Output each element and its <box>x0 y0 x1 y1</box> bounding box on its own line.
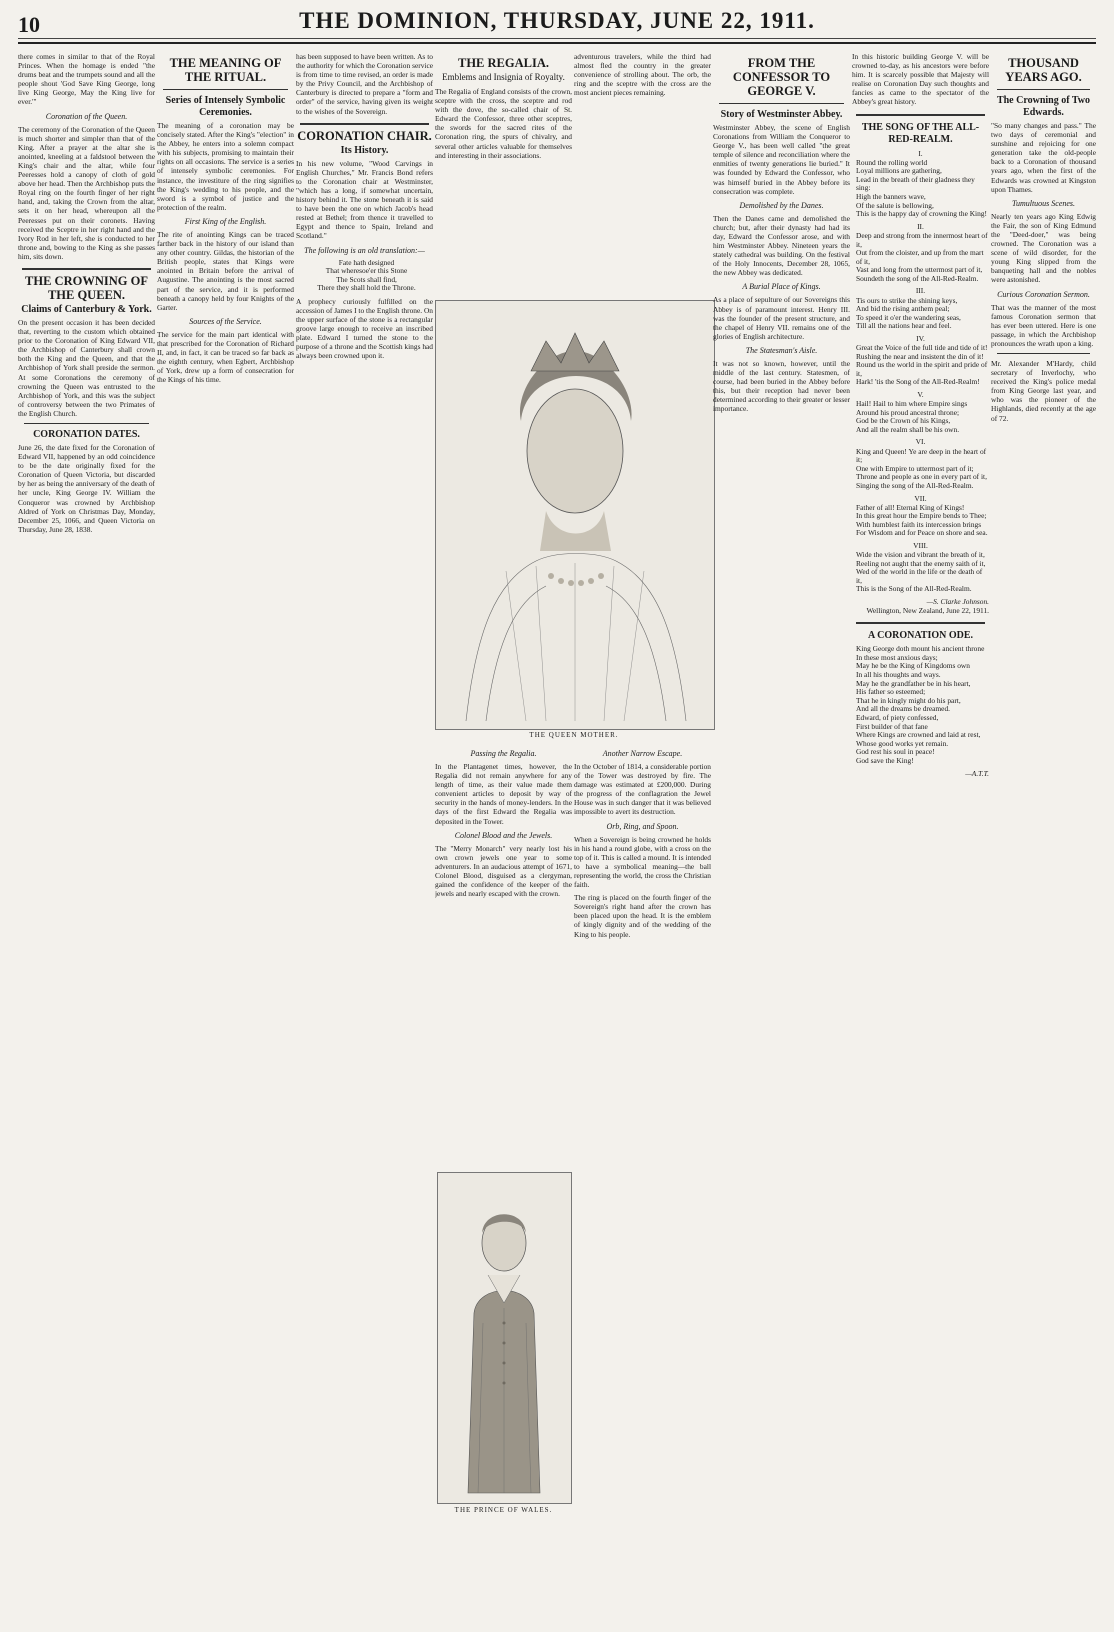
ode-line: First builder of that fane <box>856 721 928 731</box>
ode-line: Where Kings are crowned and laid at rest, <box>856 730 981 740</box>
ode-line: God save the King! <box>856 755 914 765</box>
subheading-first-king: First King of the English. <box>184 216 267 226</box>
subheading-colonel-blood: Colonel Blood and the Jewels. <box>454 830 553 840</box>
article-body: It was not so known, however, until the middle of the last century. Statesmen, of course, had been buried in the Abbey before this, but their reception had never been determined according to their greater or lesser importance. <box>713 358 850 414</box>
column-3 <box>296 52 433 1618</box>
quote-line: That wheresoe'er this Stone <box>325 266 408 276</box>
headline-coronation-dates: CORONATION DATES. <box>33 429 140 440</box>
ode-line: In all his thoughts and ways. <box>856 670 941 680</box>
column-2 <box>157 52 294 1618</box>
subheading-burial-place: A Burial Place of Kings. <box>742 282 821 292</box>
subheading-sources: Sources of the Service. <box>189 316 262 326</box>
subheading-tumultuous: Tumultuous Scenes. <box>1011 198 1076 208</box>
article-body: The service for the main part identical with that prescribed for the Coronation of Richard II, and, in fact, it can be traced so far back as the eighth century, when Egbert, Archbishop of York, drew up a form of consecration for the Kings of his time. <box>157 329 294 385</box>
poem-line: Till all the nations hear and feel. <box>856 321 952 331</box>
article-body: The "Merry Monarch" very nearly lost his own crown jewels one year to some adventurers. In an audacious attempt of 1671, Colonel Blood, disguised as a clergyman, gained the confidence of the keeper of the jewels and nearly escaped with the crown. <box>435 843 572 899</box>
photo-caption-prince-of-wales: THE PRINCE OF WALES. <box>454 1506 553 1514</box>
divider <box>997 353 1090 354</box>
subheadline-claims: Claims of Canterbury & York. <box>21 303 152 315</box>
quote-line: The Scots shall find, <box>336 274 397 284</box>
column-5-lower <box>574 744 711 1614</box>
column-7 <box>852 52 989 1618</box>
divider <box>22 268 151 270</box>
poem-line: Singing the song of the All-Red-Realm. <box>856 480 974 490</box>
article-body: That was the manner of the most famous Coronation sermon that has ever been uttered. Here is one passage, in which the Archbishop pronounces the wrath upon a king. <box>991 302 1096 348</box>
poem-line: With humblest faith its intercession brings <box>856 519 982 529</box>
poem-line: Out from the cloister, and up from the mart of it, <box>856 248 984 266</box>
article-lead-text: there comes in similar to that of the Royal Princes. When the homage is ended "the drums beat and the trumpets sound and all the people shout 'God Save King George, long live King George, May the King live for ever.'" <box>18 52 155 107</box>
ode-line: God rest his soul in peace! <box>856 747 935 757</box>
poem-line: And bid the rising anthem peal; <box>856 304 950 314</box>
poem-line: Wide the vision and vibrant the breath of it, <box>856 550 985 560</box>
column-8 <box>991 52 1096 1618</box>
article-body: June 26, the date fixed for the Coronation of Edward VII, happened by an odd coincidence to be the date originally fixed for the Coronation of Queen Victoria, but discarded by her as being the anniversary of the death of her uncle, King George IV. William the Conqueror was crowned by Archbishop Aldred of York on Christmas Day, Monday, December 25, 1066, and Queen Victoria on Thursday, June 28, 1838. <box>18 443 155 534</box>
poem-line: This is the happy day of crowning the King! <box>856 209 987 219</box>
poem-line: Father of all! Eternal King of Kings! <box>856 502 965 512</box>
poem-place: Wellington, New Zealand, June 22, 1911. <box>866 606 989 616</box>
poem-line: In this great hour the Empire bends to Thee; <box>856 511 987 521</box>
newspaper-title: THE DOMINION, THURSDAY, JUNE 22, 1911. <box>299 8 815 33</box>
stanza-number: IV. <box>916 333 925 343</box>
column-1 <box>18 52 155 1618</box>
poem-stanzas <box>852 149 989 595</box>
subheading-statesmans-aisle: The Statesman's Aisle. <box>745 345 818 355</box>
subheading-narrow-escape: Another Narrow Escape. <box>602 749 683 758</box>
stanza-number: VIII. <box>913 541 928 550</box>
ode-line: That he in kingly might do his part, <box>856 695 961 705</box>
poem-line: Throne and people as one in every part of it, <box>856 472 987 482</box>
subheading-coronation-of-queen: Coronation of the Queen. <box>45 111 128 121</box>
divider <box>163 89 288 90</box>
article-body: "So many changes and pass." The two days of ceremonial and sunshine and rejoicing for one generation take the old-people back to a Coronation of thousand years ago, when the first of the Edwards was crowned at Kingston upon Thames. <box>991 121 1096 194</box>
ode-line: King George doth mount his ancient throne <box>856 644 985 654</box>
poem-title: THE SONG OF THE ALL-RED-REALM. <box>861 121 980 145</box>
article-body: In his new volume, "Wood Carvings in English Churches," Mr. Francis Bond refers to the Coronation chair at Westminster, "which has a long, if somewhat uncertain, history behind it. The stone beneath it is said to have been the one on which Jacob's head rested at Bethel; from thence it travelled to Egypt and thence to Spain, Ireland and Scotland." <box>296 158 433 241</box>
column-6 <box>713 52 850 1618</box>
poem-line: Soundeth the song of the All-Red-Realm. <box>856 273 979 283</box>
divider <box>24 423 149 424</box>
stanza-number: II. <box>917 221 924 231</box>
article-body: A prophecy curiously fulfilled on the accession of James I to the English throne. On the upper surface of the stone is a rectangular groove large enough to receive an inscribed plate. Edward I turned the stone to the purpose of a throne and the Scottish kings had always been crowned upon it. <box>296 296 433 361</box>
divider <box>856 622 985 624</box>
poem-line: Loyal millions are gathering, <box>856 166 942 176</box>
poem-line: Of the salute is bellowing, <box>856 200 934 210</box>
headline-thousand-years-ago: THOUSAND YEARS AGO. <box>1005 56 1082 84</box>
poem-line: Deep and strong from the innermost heart of it, <box>856 230 988 249</box>
headline-coronation-ode: A CORONATION ODE. <box>867 630 974 642</box>
quote-label: The following is an old translation:— <box>304 245 425 255</box>
poem-line: Round us the world in the spirit and pride of it, <box>856 360 988 378</box>
subheadline-symbolic-ceremonies: Series of Intensely Symbolic Ceremonies. <box>165 95 286 118</box>
ode-lines <box>852 645 989 765</box>
poem-line: Hail! Hail to him where Empire sings <box>856 399 968 409</box>
headline-coronation-chair: CORONATION CHAIR. <box>297 128 432 143</box>
ode-line: May he be the King of Kingdoms own <box>856 661 970 671</box>
subheading-coronation-sermon: Curious Coronation Sermon. <box>997 289 1090 299</box>
divider <box>856 114 985 116</box>
poem-line: Rushing the near and insistent the din of it! <box>856 351 984 361</box>
subheading-demolished: Demolished by the Danes. <box>739 200 824 210</box>
photo-queen-mother <box>435 300 715 730</box>
poem-line: God be the Crown of his Kings, <box>856 416 951 426</box>
stanza-number: V. <box>917 390 924 399</box>
article-body: has been supposed to have been written. As to the authority for which the Coronation service is from time to time revised, an order is made by the Privy Council, and the Archbishop of Canterbury is directed to prepare a "form and order" of the service, having given its weight to the wishes of the Sovereign. <box>296 52 433 116</box>
stanza-number: VI. <box>915 437 926 447</box>
poem-line: For Wisdom and for Peace on shore and sea. <box>856 528 988 538</box>
poem-line: Around his proud ancestral throne; <box>856 407 960 417</box>
divider <box>300 123 429 125</box>
article-body: Westminster Abbey, the scene of English Coronations from William the Conqueror to George V., has been well called "the great temple of silence and reconciliation where the enmities of twenty generations lie buried." It was founded by Edward the Confessor, who was himself buried in the Abbey before its consecration was complete. <box>713 123 850 196</box>
poem-line: Vast and long from the uttermost part of it, <box>856 265 983 275</box>
photo-caption-queen-mother: THE QUEEN MOTHER. <box>529 731 619 739</box>
article-body: adventurous travelers, while the third had almost fled the country in the greater convenience of strolling about. The orb, the ring and the sceptre with the cross are the most ancient pieces remaining. <box>574 52 711 98</box>
poem-line: Lead in the breath of their gladness they sing: <box>856 174 975 193</box>
headline-meaning-of-ritual: THE MEANING OF THE RITUAL. <box>169 56 282 84</box>
poem-line: Reeling not aught that the enemy saith of it, <box>856 558 986 568</box>
article-body: On the present occasion it has been decided that, reverting to the custom which obtained prior to the Coronation of King Edward VII, the Archbishop of Canterbury shall crown both the King and the Queen, and that the Archbishop of York shall preside the sermon. At some Coronations the ceremony of crowning the Queen was entrusted to the Archbishop of York, and this was the subject of controversy between the two Primates of the English Church. <box>18 317 155 418</box>
ode-line: Edward, of piety confessed, <box>856 713 939 722</box>
masthead <box>18 8 1096 44</box>
poem-line: Hark! 'tis the Song of the All-Red-Realm! <box>856 377 980 387</box>
photo-prince-of-wales <box>437 1172 572 1504</box>
headline-confessor-to-george: FROM THE CONFESSOR TO GEORGE V. <box>732 56 831 98</box>
article-body: The meaning of a coronation may be concisely stated. After the King's "election" in the Abbey, he enters into a solemn compact with his subjects, promising to maintain their rights on all occasions. The service is a series of intensely symbolic ceremonies. For instance, the investiture of the ring signifies the King's wedding to his people, and the sword is a symbol of justice and the protection of the realm. <box>157 121 294 212</box>
article-body: Mr. Alexander M'Hardy, child secretary of Inverlochy, who received the King's police medal from King George last year, and who was the pioneer of the Highlands, died recently at the age of 72. <box>991 358 1096 423</box>
article-body: In the October of 1814, a considerable portion of the Tower was destroyed by fire. The damage was estimated at £200,000. During the progress of the conflagration the Jewel House was in such danger that it was believed impossible to avert its destruction. <box>574 762 711 817</box>
poem-line: And all the realm shall be his own. <box>856 424 960 434</box>
poem-line: High the banners wave, <box>856 192 926 202</box>
quote-line: There they shall hold the Throne. <box>317 283 416 293</box>
portrait-illustration <box>436 301 714 729</box>
ode-line: And all the dreams be dreamed. <box>856 704 950 714</box>
portrait-illustration <box>438 1173 571 1503</box>
headline-crowning-of-queen: THE CROWNING OF THE QUEEN. <box>25 273 148 302</box>
poem-line: This is the Song of the All-Red-Realm. <box>856 584 972 594</box>
ode-line: May he the grandfather be in his heart, <box>856 678 971 688</box>
article-body: The ceremony of the Coronation of the Queen is much shorter and simpler than that of the King. After a prayer at the altar she is anointed, kneeling at a faldstool between the King's chair and the altar, while four Peeresses hold a canopy of cloth of gold above her head. Then the Archbishop puts the Royal ring on the fourth finger of her right hand, and, taking the Crown from the altar, sets it on her head, whereupon all the Peeresses put on their coronets. Having received the Sceptre in her right hand and the Ivory Rod in her left, she is conducted to her throne and, bowing to the King as she passes him, sits down. <box>18 124 155 261</box>
column-4-lower <box>435 744 572 1164</box>
poem-line: Wed of the world in the life or the death of it, <box>856 567 983 585</box>
subheadline-two-edwards: The Crowning of Two Edwards. <box>996 95 1091 118</box>
stanza-number: III. <box>915 286 926 296</box>
poem-line: Tis ours to strike the shining keys, <box>856 295 958 305</box>
article-body: As a place of sepulture of our Sovereigns this Abbey is of paramount interest. Henry III. was the founder of the present structure, and the chapel of Henry VII. remains one of the glories of English architecture. <box>713 295 850 341</box>
article-body: When a Sovereign is being crowned he holds in his hand a round globe, with a cross on the top of it. This is called a mound. It is intended to have a symbolical meaning—the ball representing the world, the cross the Christian faith. <box>574 834 711 890</box>
subheadline-westminster-abbey: Story of Westminster Abbey. <box>720 109 843 120</box>
article-body: Nearly ten years ago King Edwig the Fair, the son of King Edmund the "Deed-doer," was being crowned. The Coronation was a scene of wild disorder, for the young King slipped from the banqueting hall and the nobles were astonished. <box>991 211 1096 285</box>
subheadline-emblems: Emblems and Insignia of Royalty. <box>442 72 565 82</box>
article-body: The Regalia of England consists of the crown, sceptre with the cross, the sceptre and rod with the dove, the so-called chair of St. Edward the Confessor, three other sceptres, the swords for the sacred rites of the Coronation ring, the spurs of chivalry, and several other articles valuable for themselves and interesting in their associations. <box>435 87 572 160</box>
article-body: The rite of anointing Kings can be traced farther back in the history of our island than any other country. Gildas, the historian of the British people, states that Kings were anointed in Britain before the arrival of Augustine. The anointing is the most sacred part of the service, and it is performed beneath a canopy held by four Knights of the Garter. <box>157 229 294 312</box>
article-body: In this historic building George V. will be crowned to-day, as his ancestors were before him. It is scarcely possible that Majesty will realise on Coronation Day such thoughts and fancies as came to the spectator of the Abbey's great history. <box>852 52 989 107</box>
article-body: Then the Danes came and demolished the church; but, after their dynasty had had its day, Edward the Confessor arose, and with him Westminster Abbey. Nineteen years the stately cathedral was building. On the festival of the Holy Innocents, December 28, 1065, the new Abbey was dedicated. <box>713 213 850 278</box>
poem-line: Round the rolling world <box>856 157 928 167</box>
poem-line: King and Queen! Ye are deep in the heart of it; <box>856 446 987 465</box>
subheadline-its-history: Its History. <box>340 144 389 156</box>
masthead-rule <box>18 38 1096 39</box>
divider <box>997 89 1090 90</box>
article-body: In the Plantagenet times, however, the Regalia did not remain anywhere for any length of time, as their value made them convenient articles to deposit by way of security in the hands of money-lenders. In the days of the first Edward the Regalia was deposited in the Tower. <box>435 762 572 826</box>
divider <box>719 103 844 104</box>
poem-line: To speed it o'er the wandering seas, <box>856 312 961 322</box>
ode-signature: —A.T.T. <box>965 768 989 778</box>
subheading-passing-regalia: Passing the Regalia. <box>470 749 537 758</box>
subheading-orb-ring-spoon: Orb, Ring, and Spoon. <box>606 821 679 831</box>
article-body: The ring is placed on the fourth finger of the Sovereign's right hand after the crown has been placed upon the head. It is the emblem of kingly dignity and of the wedding of the King to his people. <box>574 893 711 939</box>
poem-line: One with Empire to uttermost part of it; <box>856 463 974 473</box>
ode-line: His father so esteemed; <box>856 687 926 697</box>
poem-line: Great the Voice of the full tide and tide of it! <box>856 343 988 353</box>
stanza-number: VII. <box>914 493 927 503</box>
ode-line: Whose good works yet remain. <box>856 738 949 748</box>
poem-signature: —S. Clarke Johnson. <box>926 597 989 607</box>
quote-line: Fate hath designed <box>338 257 395 267</box>
page-number: 10 <box>18 12 40 37</box>
stanza-number: I. <box>918 148 923 158</box>
headline-regalia: THE REGALIA. <box>458 56 549 70</box>
ode-line: In these most anxious days; <box>856 652 938 662</box>
